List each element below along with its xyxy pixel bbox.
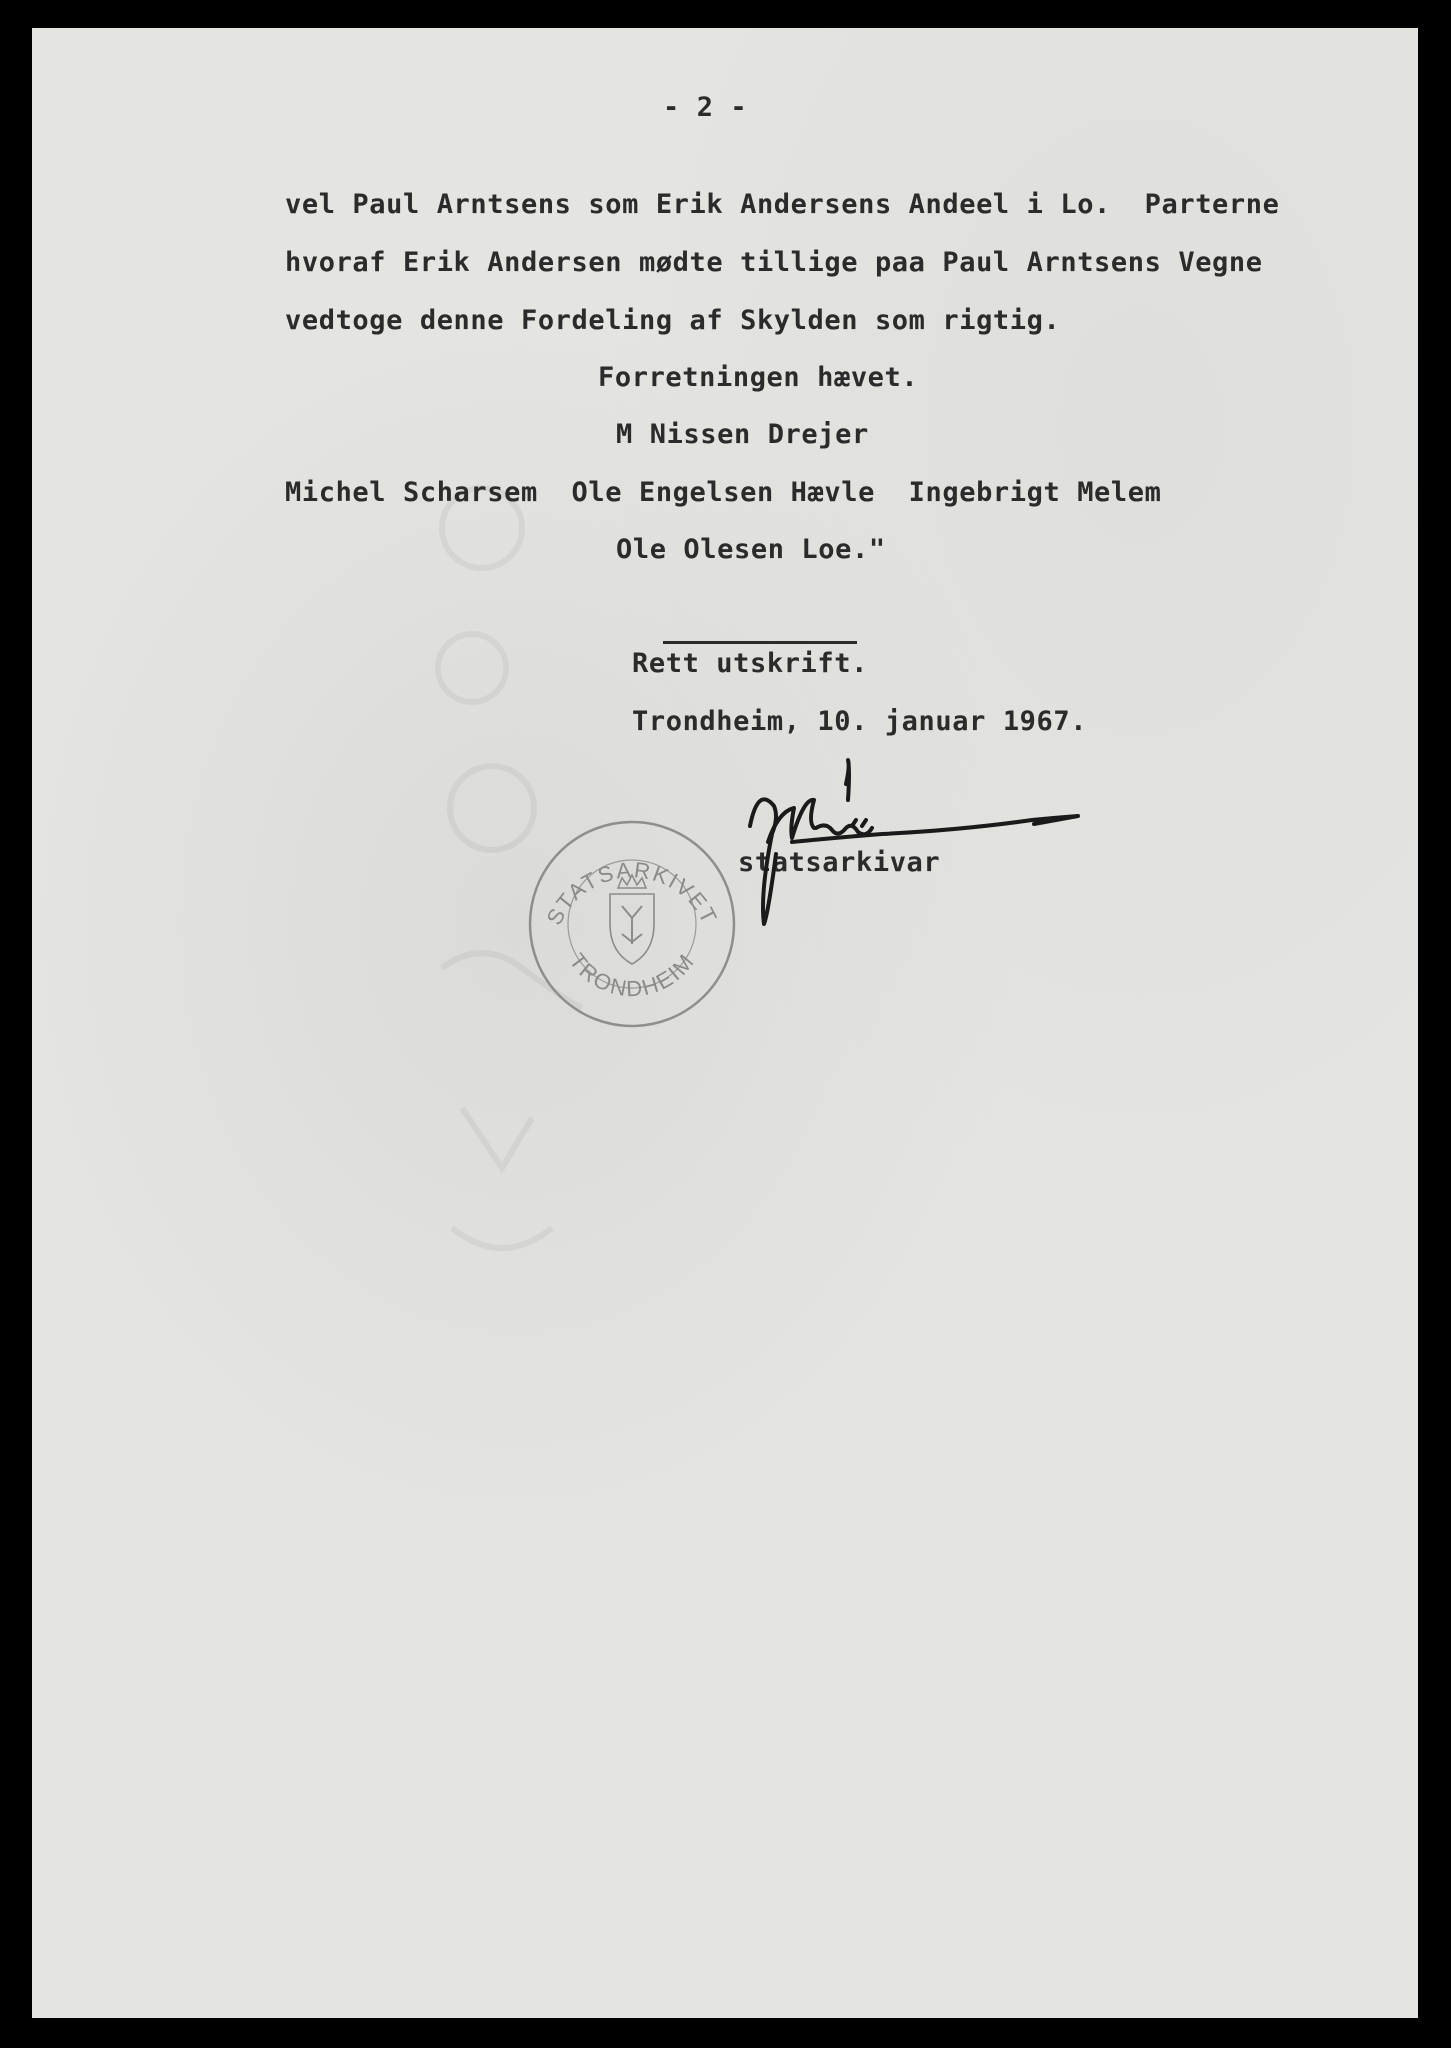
- place-date-line: Trondheim, 10. januar 1967.: [632, 706, 1088, 737]
- last-witness-name: Ole Olesen Loe.": [616, 534, 886, 565]
- signature: [732, 756, 1152, 956]
- certification-line: Rett utskrift.: [632, 648, 868, 679]
- closing-line: Forretningen hævet.: [598, 362, 919, 393]
- stamp-bottom-text: TRONDHEIM: [564, 948, 700, 1002]
- stamp-top-text: STATSARKIVET: [541, 857, 723, 929]
- body-line-2: hvoraf Erik Andersen mødte tillige paa Paul Arntsens Vegne: [285, 247, 1263, 278]
- signer-title: statsarkivar: [738, 847, 941, 878]
- archive-stamp: [526, 818, 738, 1030]
- page-number: - 2 -: [663, 92, 748, 123]
- witness-names: Michel Scharsem Ole Engelsen Hævle Ingebrigt Melem: [285, 477, 1162, 508]
- svg-text:TRONDHEIM: [565, 948, 700, 1001]
- body-line-1: vel Paul Arntsens som Erik Andersens Andeel i Lo. Parterne: [285, 189, 1280, 220]
- separator-rule: [663, 641, 857, 644]
- body-line-3: vedtoge denne Fordeling af Skylden som rigtig.: [285, 305, 1061, 336]
- chair-name: M Nissen Drejer: [616, 419, 869, 450]
- document-page: [32, 28, 1418, 2018]
- coat-of-arms-icon: [610, 875, 654, 964]
